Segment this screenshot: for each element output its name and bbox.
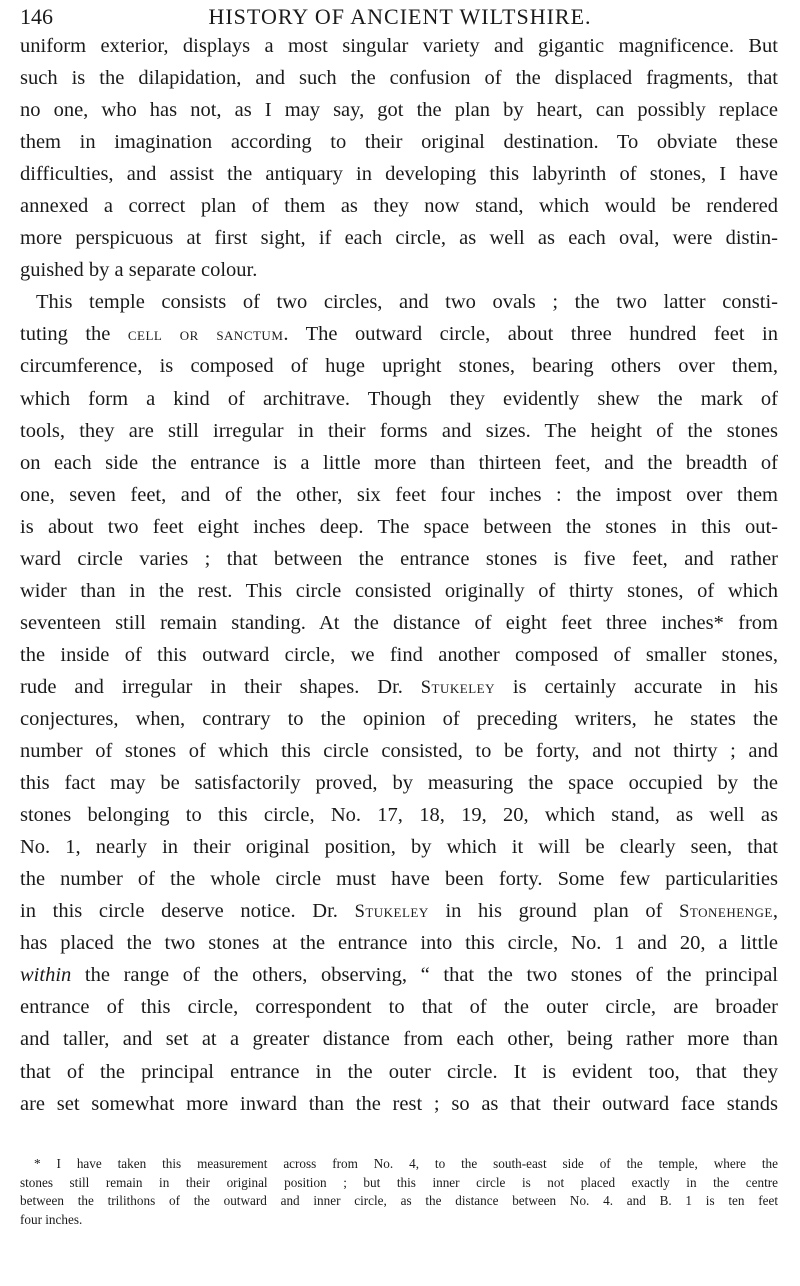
text-segment: is about two feet eight inches deep. The space between the stones in this out- bbox=[20, 515, 778, 538]
text-segment: in his ground plan of bbox=[428, 900, 680, 923]
small-caps-text: Stukeley bbox=[420, 676, 495, 697]
text-segment: them in imagination according to their original destination. To obviate these bbox=[20, 131, 778, 154]
text-segment: rude and irregular in their shapes. Dr. bbox=[20, 675, 421, 698]
text-segment: in this circle deserve notice. Dr. bbox=[20, 900, 355, 923]
body-line bbox=[20, 639, 778, 671]
text-segment: entrance of this circle, correspondent to that of the outer circle, are broader bbox=[20, 996, 778, 1019]
body-line bbox=[20, 959, 778, 991]
text-segment: seventeen still remain standing. At the distance of eight feet three inches* from bbox=[20, 611, 778, 634]
text-segment: more perspicuous at first sight, if each circle, as well as each oval, were distin- bbox=[20, 227, 778, 250]
body-line bbox=[20, 703, 778, 735]
text-segment: such is the dilapidation, and such the confusion of the displaced fragments, that bbox=[20, 67, 778, 90]
text-segment: between the trilithons of the outward and inner circle, as the distance between No. 4. and B. 1 is ten feet bbox=[20, 1193, 778, 1209]
small-caps-text: Stukeley bbox=[354, 901, 429, 922]
text-segment: , bbox=[772, 900, 778, 923]
body-line bbox=[20, 1088, 778, 1120]
body-text bbox=[20, 30, 778, 1120]
body-line bbox=[20, 94, 778, 126]
italic-text: within bbox=[20, 964, 72, 987]
footnote bbox=[20, 1155, 778, 1230]
body-line bbox=[20, 671, 778, 703]
footnote-line bbox=[20, 1155, 778, 1174]
text-segment: one, seven feet, and of the other, six feet four inches : the impost over them bbox=[20, 483, 778, 506]
body-line bbox=[20, 767, 778, 799]
body-line bbox=[20, 190, 778, 222]
body-line bbox=[20, 286, 778, 318]
text-segment: and taller, and set at a greater distance from each other, being rather more than bbox=[20, 1028, 778, 1051]
body-line bbox=[20, 30, 778, 62]
text-segment: are set somewhat more inward than the rest ; so as that their outward face stands bbox=[20, 1092, 778, 1115]
text-segment: this fact may be satisfactorily proved, by measuring the space occupied by the bbox=[20, 772, 778, 795]
text-segment: the number of the whole circle must have been forty. Some few particularities bbox=[20, 868, 778, 891]
body-line bbox=[20, 415, 778, 447]
text-segment: which form a kind of architrave. Though they evidently shew the mark of bbox=[20, 387, 778, 410]
running-title: HISTORY OF ANCIENT WILTSHIRE. bbox=[208, 4, 592, 29]
body-line bbox=[20, 543, 778, 575]
body-line bbox=[20, 799, 778, 831]
body-line bbox=[20, 62, 778, 94]
body-line bbox=[20, 991, 778, 1023]
text-segment: difficulties, and assist the antiquary in developing this labyrinth of stones, I have bbox=[20, 163, 778, 186]
text-segment: ward circle varies ; that between the entrance stones is five feet, and rather bbox=[20, 547, 778, 570]
text-segment: This temple consists of two circles, and two ovals ; the two latter consti- bbox=[36, 291, 778, 314]
body-line bbox=[20, 479, 778, 511]
body-line bbox=[20, 158, 778, 190]
body-line bbox=[20, 254, 778, 286]
footnote-line bbox=[20, 1192, 778, 1211]
footnote-line bbox=[20, 1174, 778, 1193]
text-segment: has placed the two stones at the entrance into this circle, No. 1 and 20, a little bbox=[20, 932, 778, 955]
small-caps-text: cell or sanctum bbox=[127, 324, 284, 345]
text-segment: wider than in the rest. This circle consisted originally of thirty stones, of which bbox=[20, 579, 778, 602]
body-line bbox=[20, 447, 778, 479]
text-segment: no one, who has not, as I may say, got the plan by heart, can possibly replace bbox=[20, 99, 778, 122]
body-line bbox=[20, 735, 778, 767]
text-segment: that of the principal entrance in the outer circle. It is evident too, that they bbox=[20, 1060, 778, 1083]
body-line bbox=[20, 126, 778, 158]
body-line bbox=[20, 895, 778, 927]
body-line bbox=[20, 1023, 778, 1055]
text-segment: * I have taken this measurement across from No. 4, to the south-east side of the temple, where the bbox=[34, 1156, 778, 1171]
body-line bbox=[20, 831, 778, 863]
text-segment: uniform exterior, displays a most singular variety and gigantic magnificence. But bbox=[20, 35, 778, 57]
body-line bbox=[20, 927, 778, 959]
text-segment: circumference, is composed of huge upright stones, bearing others over them, bbox=[20, 355, 778, 378]
text-segment: stones belonging to this circle, No. 17, 18, 19, 20, which stand, as well as bbox=[20, 804, 778, 827]
text-segment: guished by a separate colour. bbox=[20, 259, 258, 282]
body-line bbox=[20, 350, 778, 382]
text-segment: the inside of this outward circle, we find another composed of smaller stones, bbox=[20, 643, 778, 666]
text-segment: the range of the others, observing, “ that the two stones of the principal bbox=[71, 964, 778, 987]
body-line bbox=[20, 575, 778, 607]
text-segment: No. 1, nearly in their original position, by which it will be clearly seen, that bbox=[20, 836, 778, 859]
text-segment: tools, they are still irregular in their forms and sizes. The height of the stones bbox=[20, 419, 778, 442]
page-number: 146 bbox=[20, 4, 53, 29]
body-line bbox=[20, 511, 778, 543]
text-segment: number of stones of which this circle consisted, to be forty, and not thirty ; and bbox=[20, 740, 778, 763]
body-line bbox=[20, 318, 778, 350]
text-segment: tuting the bbox=[20, 323, 128, 346]
text-segment: on each side the entrance is a little more than thirteen feet, and the breadth of bbox=[20, 451, 778, 474]
text-segment: stones still remain in their original position ; but this inner circle is not placed exactly in the centre bbox=[20, 1174, 778, 1190]
text-segment: . The outward circle, about three hundred feet in bbox=[283, 323, 778, 346]
text-segment: is certainly accurate in his bbox=[494, 675, 778, 698]
small-caps-text: Stonehenge bbox=[679, 901, 773, 922]
text-segment: four inches. bbox=[20, 1212, 83, 1228]
body-line bbox=[20, 607, 778, 639]
body-line bbox=[20, 222, 778, 254]
text-segment: annexed a correct plan of them as they now stand, which would be rendered bbox=[20, 195, 778, 218]
footnote-line bbox=[20, 1211, 778, 1230]
body-line bbox=[20, 1056, 778, 1088]
body-line bbox=[20, 863, 778, 895]
text-segment: conjectures, when, contrary to the opinion of preceding writers, he states the bbox=[20, 707, 778, 730]
body-line bbox=[20, 383, 778, 415]
